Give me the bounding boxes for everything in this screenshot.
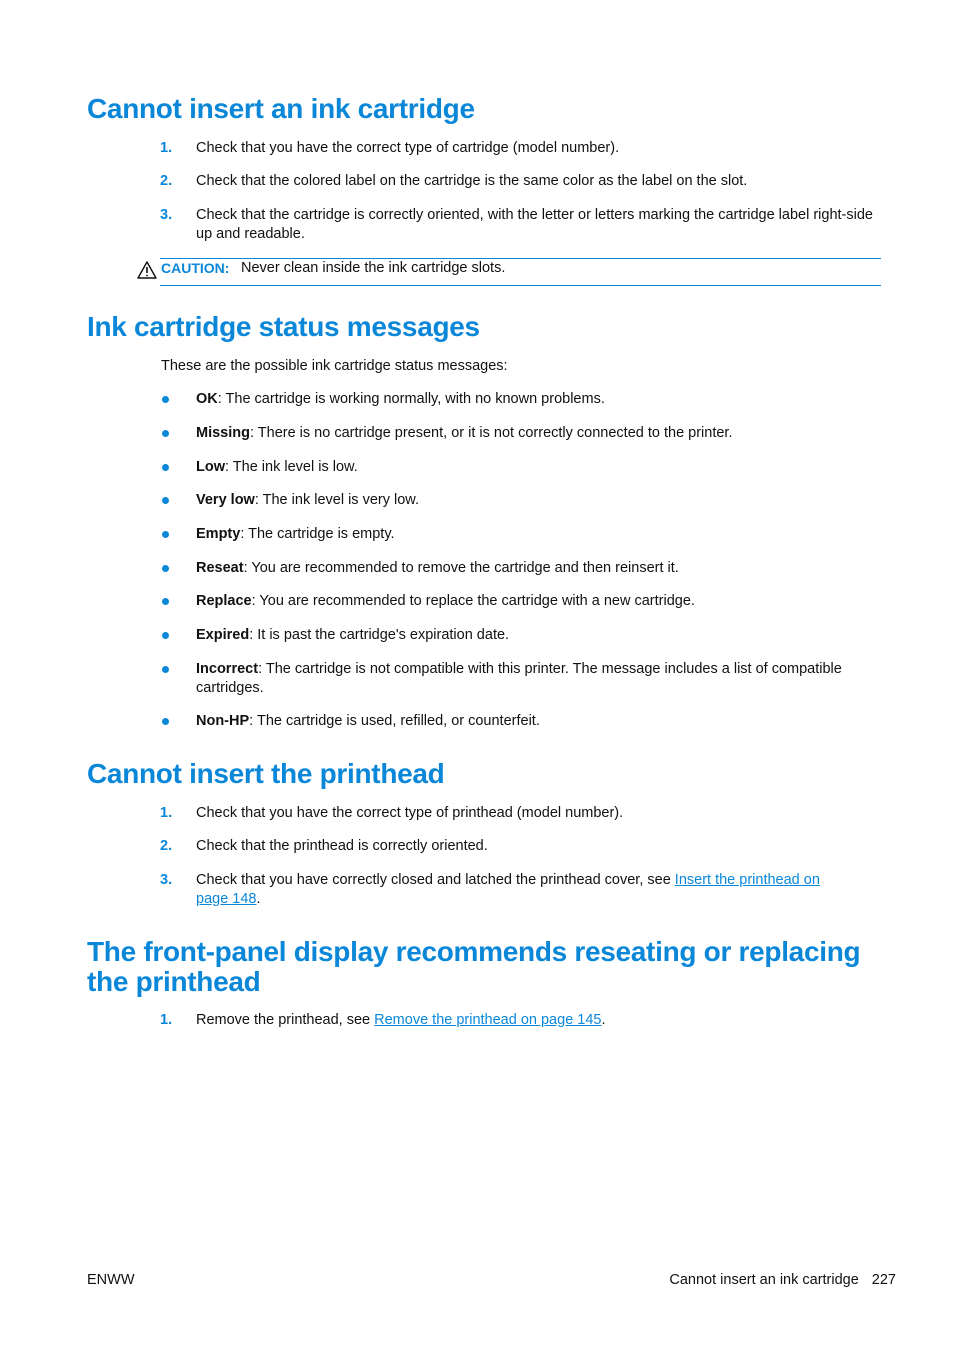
status-description: : You are recommended to remove the cartridge and then reinsert it. (243, 560, 679, 576)
section-title-status-messages: Ink cartridge status messages (87, 311, 480, 342)
step-text: Check that you have the correct type of printhead (model number). (196, 805, 624, 821)
step-text: Check that you have the correct type of cartridge (model number). (196, 140, 620, 156)
status-term: Missing (196, 425, 250, 441)
step-number: 3. (160, 207, 173, 223)
status-description: : The cartridge is not compatible with this printer. The message includes a list of compatible cartridges. (196, 661, 842, 696)
status-term: Reseat (196, 560, 244, 576)
status-term: Replace (196, 593, 252, 609)
step-number: 2. (160, 173, 173, 189)
status-description: : It is past the cartridge's expiration date. (249, 627, 510, 643)
step-text: Check that you have correctly closed and latched the printhead cover, see (196, 872, 675, 888)
bullet-icon (162, 430, 169, 437)
section-title-printhead-insert: Cannot insert the printhead (87, 758, 445, 789)
status-description: : You are recommended to replace the cartridge with a new cartridge. (251, 593, 695, 609)
step-number: 3. (160, 872, 173, 888)
step-text-end: . (256, 891, 261, 907)
status-term: OK (196, 391, 218, 407)
remove-printhead-link[interactable]: Remove the printhead on page 145 (374, 1012, 602, 1028)
bullet-icon (162, 497, 169, 504)
caution-text: Never clean inside the ink cartridge slots. (241, 260, 506, 276)
step-number: 1. (160, 805, 173, 821)
status-term: Empty (196, 526, 241, 542)
status-description: : The cartridge is working normally, with no known problems. (217, 391, 605, 407)
section-intro: These are the possible ink cartridge status messages: (161, 358, 508, 374)
warning-triangle-icon (137, 261, 157, 279)
step-number: 1. (160, 1012, 173, 1028)
bullet-icon (162, 598, 169, 605)
step-text: Check that the printhead is correctly oriented. (196, 838, 488, 854)
caution-label: CAUTION: (161, 260, 230, 276)
step-text: Remove the printhead, see (196, 1012, 375, 1028)
bullet-icon (162, 666, 169, 673)
bullet-icon (162, 632, 169, 639)
step-number: 2. (160, 838, 173, 854)
step-number: 1. (160, 140, 173, 156)
bullet-icon (162, 464, 169, 471)
section-title-cartridge-insert: Cannot insert an ink cartridge (87, 93, 475, 124)
status-description: : The ink level is very low. (254, 492, 419, 508)
page-number: 227 (871, 1272, 896, 1288)
status-term: Non-HP (196, 713, 250, 729)
status-term: Very low (196, 492, 255, 508)
bullet-icon (162, 565, 169, 572)
bullet-icon (162, 531, 169, 538)
footer-section: Cannot insert an ink cartridge (669, 1272, 859, 1288)
status-term: Expired (196, 627, 250, 643)
status-description: : There is no cartridge present, or it is not correctly connected to the printer. (249, 425, 733, 441)
footer-page-info (669, 1271, 896, 1290)
status-description: : The ink level is low. (225, 459, 358, 475)
footer-label: ENWW (87, 1272, 135, 1288)
status-term: Low (196, 459, 225, 475)
status-description: : The cartridge is empty. (240, 526, 395, 542)
bullet-icon (162, 718, 169, 725)
bullet-icon (162, 396, 169, 403)
status-description: : The cartridge is used, refilled, or counterfeit. (249, 713, 540, 729)
step-text: Check that the colored label on the cartridge is the same color as the label on the slot. (196, 173, 748, 189)
step-text: Check that the cartridge is correctly oriented, with the letter or letters marking the cartridge label right-side up and readable. (196, 207, 873, 242)
insert-printhead-link[interactable]: Insert the printhead on page 148 (196, 872, 820, 907)
section-title-front-panel: The front-panel display recommends reseating or replacing the printhead (87, 936, 861, 997)
status-term: Incorrect (196, 661, 259, 677)
step-text-end: . (601, 1012, 606, 1028)
